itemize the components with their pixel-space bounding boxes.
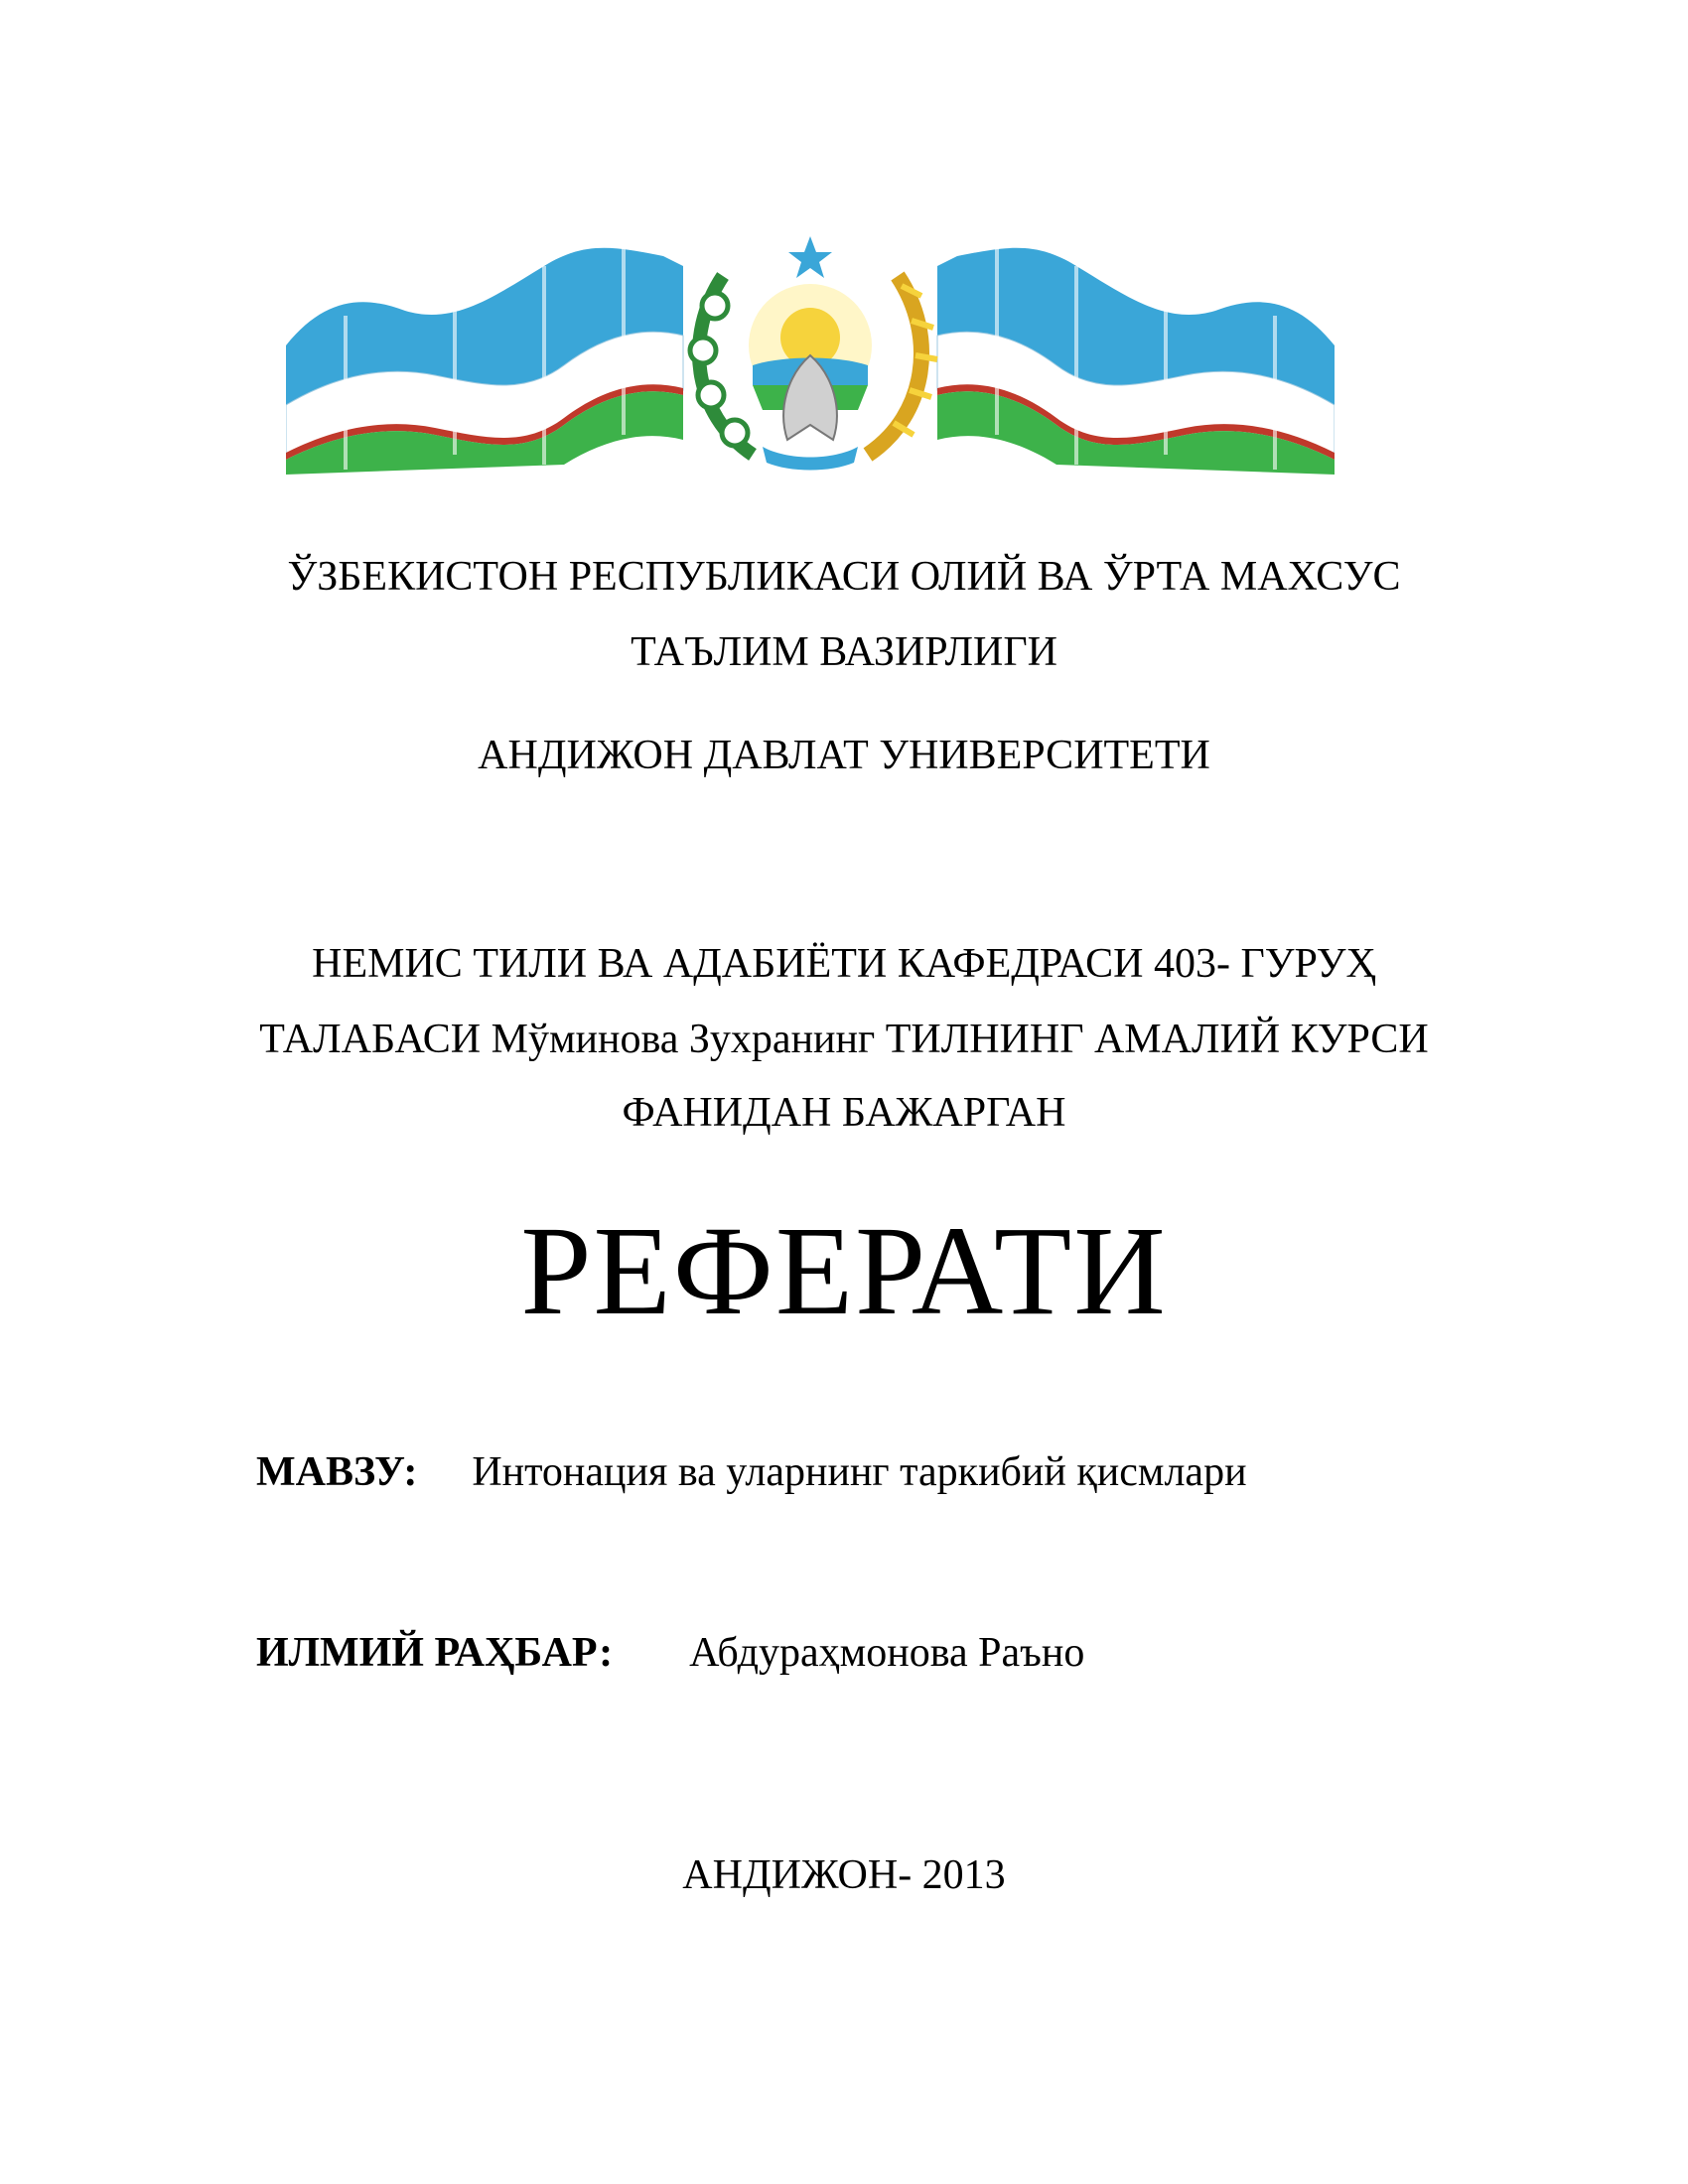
supervisor-label: ИЛМИЙ РАҲБАР: [256, 1630, 614, 1676]
topic-label: МАВЗУ: [256, 1449, 418, 1495]
ministry-line-2: ТАЪЛИМ ВАЗИРЛИГИ [631, 629, 1057, 675]
left-flag-ribbon [286, 248, 683, 475]
ministry-line-1: ЎЗБЕКИСТОН РЕСПУБЛИКАСИ ОЛИЙ ВА ЎРТА МАХСУС [287, 554, 1401, 600]
supervisor-value: Абдураҳмонова Раъно [689, 1630, 1085, 1676]
topic-row [256, 1447, 1247, 1497]
author-line-2: ТАЛАБАСИ Мўминова Зухранинг ТИЛНИНГ АМАЛИЙ КУРСИ [259, 1017, 1429, 1062]
university-name: АНДИЖОН ДАВЛАТ УНИВЕРСИТЕТИ [478, 733, 1210, 778]
place-year: АНДИЖОН- 2013 [682, 1852, 1006, 1898]
author-line-3: ФАНИДАН БАЖАРГАН [622, 1090, 1066, 1136]
author-line-1: НЕМИС ТИЛИ ВА АДАБИЁТИ КАФЕДРАСИ 403- ГУРУҲ [312, 941, 1376, 987]
right-flag-ribbon [937, 248, 1335, 475]
topic-value: Интонация ва уларнинг таркибий қисмлари [472, 1449, 1247, 1495]
document-title: РЕФЕРАТИ [520, 1200, 1168, 1341]
state-emblem-icon [286, 226, 1335, 475]
supervisor-row [256, 1628, 1084, 1678]
coat-of-arms [690, 236, 937, 471]
